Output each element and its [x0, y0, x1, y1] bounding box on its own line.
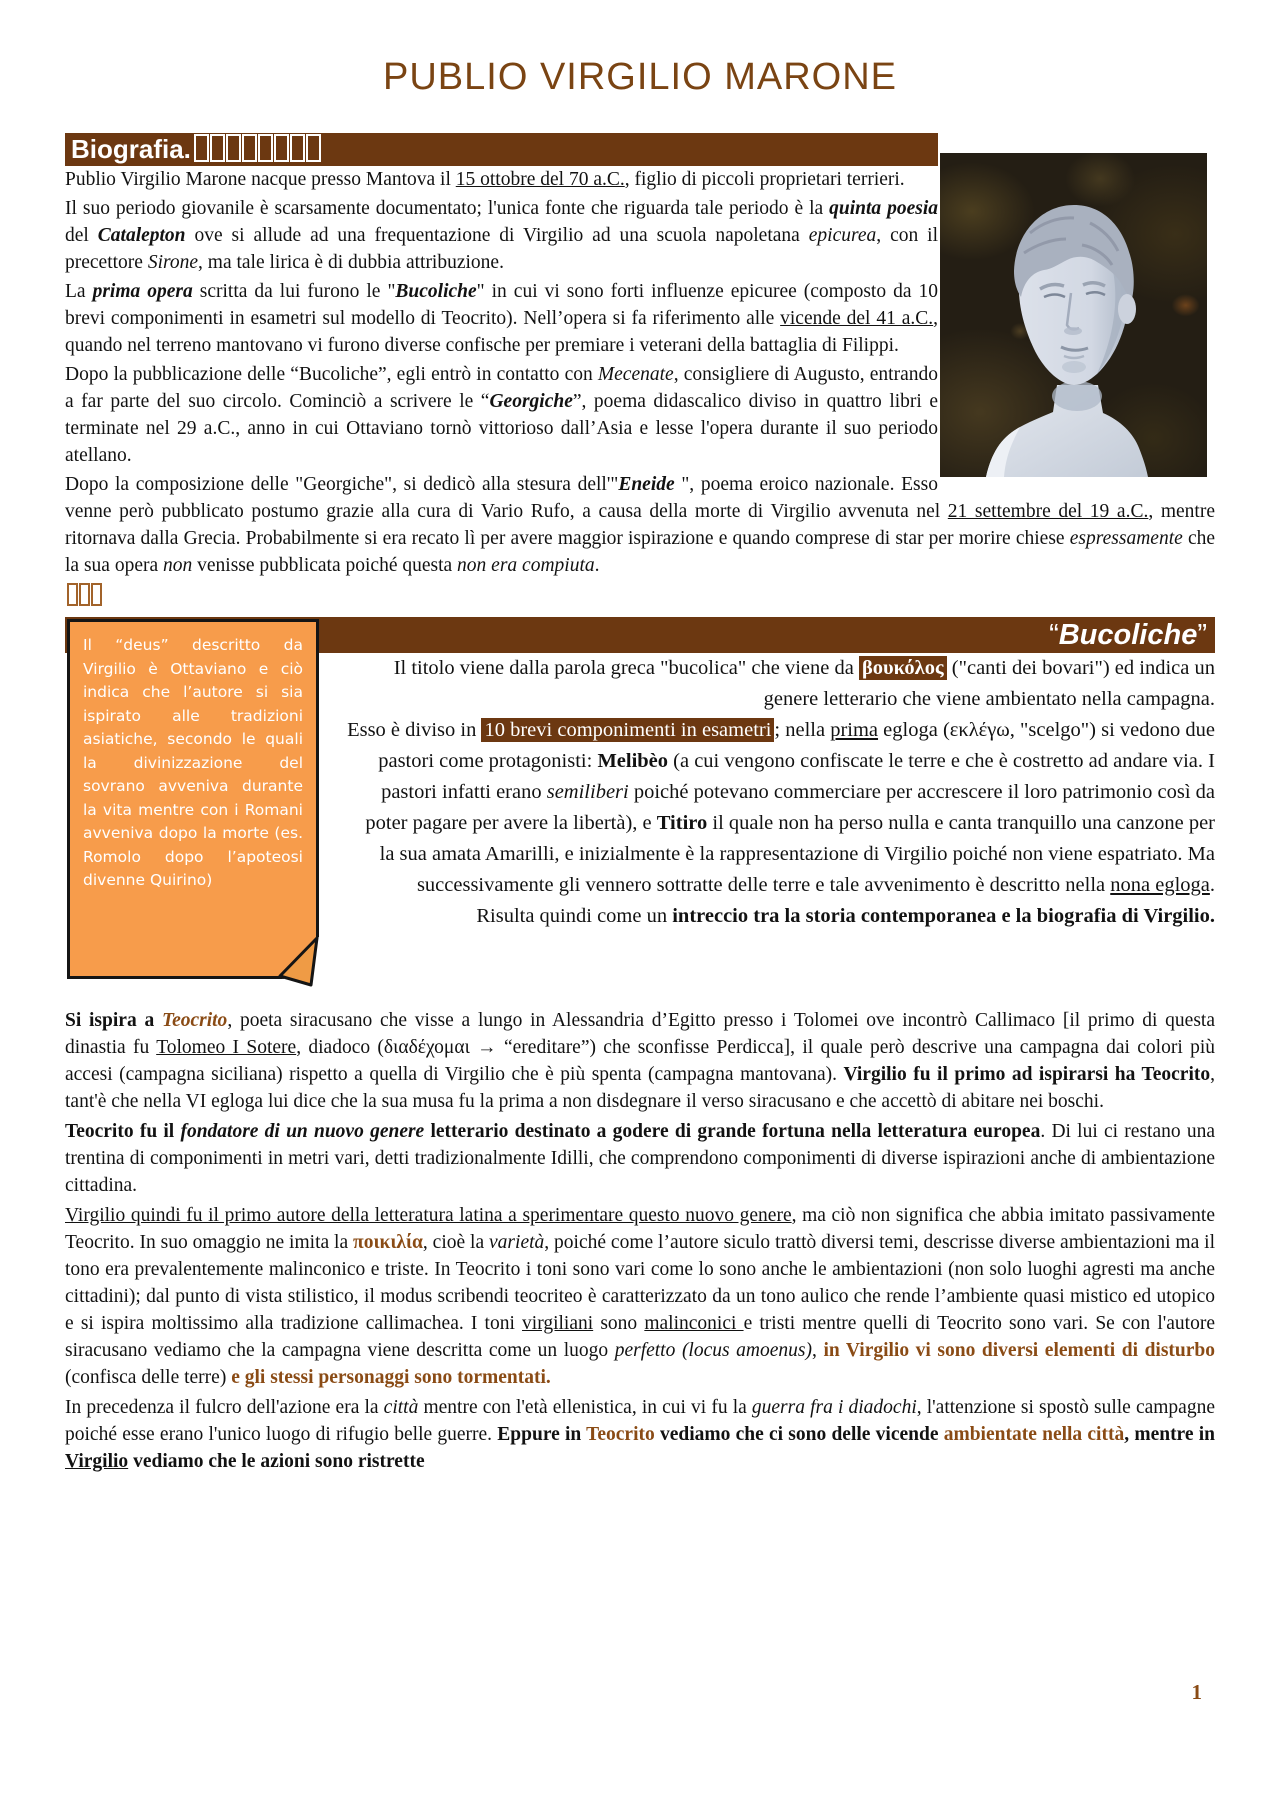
text-run: Dopo la composizione delle "Georgiche", si dedicò alla stesura dell'": [65, 474, 619, 495]
close-quote: ”: [1197, 619, 1207, 651]
bucoliche-heading-label: Bucoliche: [1058, 619, 1198, 651]
text-run: Virgilio fu il primo ad ispirarsi ha Teocrito: [843, 1064, 1211, 1085]
biografia-heading-label: Biografia.: [71, 134, 191, 164]
text-run: ove si allude ad una frequentazione di Virgilio ad una scuola napoletana: [185, 225, 809, 246]
text-run: Il titolo viene dalla parola greca "bucolica" che viene da: [393, 657, 859, 679]
text-run: virgiliani: [522, 1313, 594, 1334]
text-run: vediamo che ci sono delle vicende: [654, 1424, 944, 1445]
text-run: ("canti dei bovari") ed indica un genere letterario che viene ambientato nella campagna.: [763, 657, 1215, 710]
text-run: Titiro: [656, 812, 708, 834]
text-run: intreccio tra la storia contemporanea e la biografia di Virgilio.: [672, 905, 1215, 927]
text-run: Risulta quindi come un: [476, 905, 673, 927]
text-run: Dopo la pubblicazione delle “Bucoliche”, egli entrò in contatto con: [65, 364, 598, 385]
text-run: prima: [830, 719, 879, 741]
text-run: Publio Virgilio Marone nacque presso Mantova il: [65, 169, 456, 190]
text-run: (a cui vengono confiscate le terre e che è costretto ad andare via. I pastori infatti erano: [381, 750, 1215, 803]
text-run: Eneide: [618, 474, 682, 495]
text-run: e tristi mentre quelli di Teocrito sono vari. Se con l'autore siracusano vediamo che la campagna viene descritta come un luogo: [65, 1313, 1215, 1361]
teocrito-paragraph-4: [65, 1394, 1215, 1475]
text-run: perfetto: [614, 1340, 676, 1361]
missing-glyph-boxes: [194, 134, 322, 170]
bio-paragraph-5: [65, 471, 1215, 579]
text-run: vicende del 41 a.C.: [780, 308, 934, 329]
biografia-heading-bar: [65, 133, 938, 166]
text-run: Tolomeo I Sotere: [156, 1037, 297, 1058]
text-run: semiliberi: [546, 781, 629, 803]
text-run: 21 settembre del 19 a.C.: [947, 501, 1149, 522]
text-run: , quando nel terreno mantovano vi furono diverse confische per premiare i veterani della battaglia di Filippi.: [65, 308, 938, 356]
text-run: nona egloga: [1110, 874, 1210, 896]
teocrito-paragraph-3: [65, 1202, 1215, 1391]
text-run: ; nella: [774, 719, 831, 741]
text-run: guerra fra i diadochi: [751, 1397, 917, 1418]
text-run: 10 brevi componimenti in esametri: [481, 718, 774, 742]
text-run: , consigliere di Augusto, entrando a far parte del suo circolo. Cominciò a scrivere le “: [65, 364, 939, 412]
missing-glyph-boxes-small: [67, 583, 1215, 607]
text-run: In precedenza il fulcro dell'azione era la: [65, 1397, 384, 1418]
text-run: non: [163, 555, 193, 576]
text-run: , cioè la: [422, 1232, 490, 1253]
text-run: in Virgilio vi sono diversi elementi di disturbo: [823, 1340, 1216, 1361]
open-quote: “: [1049, 619, 1059, 651]
text-run: scritta da lui furono le ": [192, 281, 396, 302]
text-run: " in cui vi sono forti influenze epicuree (composto da 10 brevi componimenti in esametri sul modello di Teocrito). Nell’opera si fa riferimento alle: [65, 281, 938, 329]
text-run: e gli stessi personaggi sono tormentati.: [231, 1367, 551, 1388]
text-run: fondatore di un nuovo genere: [180, 1121, 425, 1142]
text-run: (locus amoenus): [681, 1340, 812, 1361]
text-run: letterario destinato a godere di grande fortuna nella letteratura europea: [424, 1121, 1041, 1142]
text-run: , ma tale lirica è di dubbia attribuzione.: [198, 252, 504, 273]
text-run: ”, poema didascalico diviso in quattro libri e terminate nel 29 a.C., anno in cui Ottaviano tornò vittorioso dall’Asia e lesse l'opera durante il suo periodo atellano.: [65, 391, 939, 466]
text-run: mentre con l'età ellenistica, in cui vi fu la: [418, 1397, 752, 1418]
text-run: il quale non ha perso nulla e canta tranquillo una canzone per la sua amata Amarilli, e inizialmente è la rappresentazione di Virgilio poiché non viene espatriato. Ma successivamente gli vennero sottratte delle terre e tale avvenimento è descritto nella: [379, 812, 1215, 896]
text-run: che la sua opera: [65, 528, 1216, 576]
text-run: varietà: [489, 1232, 545, 1253]
text-run: Melibèo: [597, 750, 669, 772]
page-number: 1: [1191, 1680, 1202, 1704]
text-run: Bucoliche: [395, 281, 477, 302]
text-run: Virgilio quindi fu il primo autore della letteratura latina a sperimentare questo nuovo genere: [65, 1205, 792, 1226]
text-run: del: [65, 225, 98, 246]
virgil-bust-photo: [940, 153, 1207, 477]
text-run: βουκόλος: [859, 656, 947, 680]
text-run: , ma ciò non significa che abbia imitato passivamente Teocrito. In suo omaggio ne imita la: [65, 1205, 1216, 1253]
text-run: .: [1209, 874, 1215, 896]
text-run: Si ispira a: [65, 1010, 162, 1031]
text-run: , figlio di piccoli proprietari terrieri.: [624, 169, 905, 190]
text-run: ,: [811, 1340, 824, 1361]
teocrito-paragraph-2: [65, 1118, 1215, 1199]
text-run: malinconici: [644, 1313, 744, 1334]
text-run: ποικιλία: [353, 1232, 423, 1253]
text-run: Virgilio: [65, 1451, 129, 1472]
text-run: , l'attenzione si spostò sulle campagne poiché esse erano l'unico luogo di rifugio belle guerre.: [65, 1397, 1215, 1445]
text-run: , poiché come l’autore siculo trattò diversi temi, descrisse diverse ambientazioni ma il tono era prevalentemente malinconico e triste. In Teocrito i toni sono vari come lo sono anche le ambientazioni (non solo luoghi agresti ma anche cittadini); dal punto di vista stilistico, il modus scribendi teocriteo è caratterizzato da un tono aulico che rende l’ambiente quasi mistico ed utopico e si ispira moltissimo alla tradizione callimachea. I toni: [65, 1232, 1215, 1334]
biografia-section: [65, 133, 1215, 607]
text-run: epicurea: [808, 225, 877, 246]
text-run: poiché potevano commerciare per accrescere il loro patrimonio così da poter pagare per avere la libertà), e: [365, 781, 1215, 834]
teocrito-section: [65, 993, 1215, 1475]
teocrito-paragraph-1: [65, 1007, 1215, 1115]
text-run: non era compiuta: [457, 555, 595, 576]
text-run: , poeta siracusano che visse a lungo in Alessandria d’Egitto presso i Tolomei ove incontrò Callimaco [il primo di questa dinastia fu: [65, 1010, 1215, 1058]
text-run: Sirone: [147, 252, 199, 273]
text-run: prima opera: [92, 281, 193, 302]
text-run: , mentre ritornava dalla Grecia. Probabilmente si era recato lì per avere maggior ispirazione e quando comprese di star per morire chiese: [65, 501, 1215, 549]
text-run: quinta poesia: [829, 198, 938, 219]
text-run: Esso è diviso in: [347, 719, 482, 741]
bust-illustration: [940, 153, 1207, 477]
text-run: città: [383, 1397, 419, 1418]
text-run: Georgiche: [489, 391, 573, 412]
callout-note: [67, 619, 319, 979]
text-run: ambientate nella città: [943, 1424, 1125, 1445]
text-run: venisse pubblicata poiché questa: [192, 555, 458, 576]
text-run: La: [65, 281, 93, 302]
page-title: PUBLIO VIRGILIO MARONE: [383, 56, 897, 98]
text-run: , tant'è che nella VI egloga lui dice che la sua musa fu la prima a non disdegnare il verso siracusano e che accettò di abitare nei boschi.: [65, 1064, 1215, 1112]
text-run: .: [594, 555, 600, 576]
text-run: . Di lui ci restano una trentina di componimenti in metri vari, detti tradizionalmente Idilli, che comprendono componimenti di diverse ispirazioni anche di ambientazione cittadina.: [65, 1121, 1215, 1196]
text-run: Mecenate: [597, 364, 674, 385]
text-run: vediamo che le azioni sono ristrette: [128, 1451, 425, 1472]
text-run: [675, 1340, 682, 1361]
text-run: espressamente: [1069, 528, 1183, 549]
callout-text: Il “deus” descritto da Virgilio è Ottaviano e ciò indica che l’autore si sia ispirato alle tradizioni asiatiche, secondo le quali la divinizzazione del sovrano avveniva durante la vita mentre con i Romani avveniva dopo la morte (es. Romolo dopo l’apoteosi divenne Quirino): [83, 636, 303, 889]
text-run: , con il precettore: [65, 225, 938, 273]
bucoliche-section: [65, 617, 1215, 932]
text-run: sono: [593, 1313, 645, 1334]
text-run: , mentre in: [1124, 1424, 1216, 1445]
text-run: Teocrito: [161, 1010, 228, 1031]
text-run: 15 ottobre del 70 a.C.: [455, 169, 625, 190]
folded-corner-icon: [265, 923, 319, 991]
text-run: (confisca delle terre): [65, 1367, 232, 1388]
text-run: egloga (εκλέγω, "scelgo") si vedono due pastori come protagonisti:: [378, 719, 1215, 772]
text-run: Teocrito: [586, 1424, 655, 1445]
text-run: Il suo periodo giovanile è scarsamente documentato; l'unica fonte che riguarda tale periodo è la: [65, 198, 830, 219]
text-run: , diadoco (διαδέχομαι → “ereditare”) che sconfisse Perdicca], il quale però descrive una campagna dai colori più accesi (campagna siciliana) rispetto a quella di Virgilio che è più spenta (campagna mantovana).: [65, 1037, 1215, 1085]
text-run: Teocrito fu il: [65, 1121, 181, 1142]
text-run: ", poema eroico nazionale. Esso venne però pubblicato postumo grazie alla cura di Vario Rufo, a causa della morte di Virgilio avvenuta nel: [65, 474, 948, 522]
text-run: Catalepton: [97, 225, 186, 246]
text-run: Eppure in: [497, 1424, 587, 1445]
